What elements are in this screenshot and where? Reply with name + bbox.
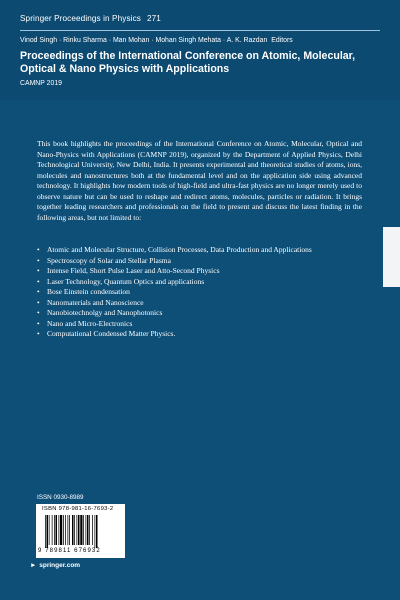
barcode-box <box>36 504 125 558</box>
topic-label: Bose Einstein condensation <box>47 287 130 296</box>
barcode-bar <box>87 515 89 545</box>
barcode-bar <box>96 515 98 548</box>
topic-label: Nanobiotechnolgy and Nanophotonics <box>47 308 163 317</box>
barcode-bar <box>54 515 55 545</box>
bullet-icon: • <box>37 297 40 307</box>
barcode-bar <box>80 515 82 545</box>
series-number: 271 <box>146 14 161 23</box>
barcode-bar <box>68 515 69 545</box>
barcode-bar <box>60 515 62 545</box>
editor-names: Vinod Singh · Rinku Sharma · Man Mohan · Mohan Singh Mehata · A. K. Razdan <box>20 37 268 44</box>
book-description: This book highlights the proceedings of the International Conference on Atomic, Molecular, Optical and Nano-Physics with Applications (CAMNP 2019), organized by the Department of Applied Physics, Delhi Technological University, New Delhi, India. It presents experimental and theoretical studies of atoms, ions, molecules and nanostructures both at the fundamental level and on the application side using advanced technology. It highlights how modern tools of high-field and ultra-fast physics are no longer merely used to observe nature but can be used to reshape and redirect atoms, molecules, particles or radiation. It brings together leading researchers and professionals on the field to present and discuss the latest finding in the following areas, but not limited to: <box>37 139 362 222</box>
topic-item <box>37 308 357 319</box>
website-label[interactable]: springer.com <box>39 562 81 569</box>
publisher-website <box>30 562 80 569</box>
barcode-bar <box>45 515 46 548</box>
topic-item <box>37 319 357 330</box>
bullet-icon: • <box>37 318 40 328</box>
topic-item <box>37 329 357 340</box>
editors-line <box>20 37 380 44</box>
barcode-bar <box>89 515 90 545</box>
topic-label: Atomic and Molecular Structure, Collision Processes, Data Production and Applications <box>47 245 312 254</box>
topic-item <box>37 277 357 288</box>
barcode-bar <box>83 515 84 545</box>
topic-list <box>37 245 357 340</box>
barcode-bar <box>63 515 64 545</box>
topic-item <box>37 287 357 298</box>
book-title-line-1: Proceedings of the International Conference on Atomic, Molecular, <box>20 50 356 62</box>
barcode-bar <box>78 515 80 545</box>
barcode-bar <box>65 515 66 545</box>
topic-item <box>37 298 357 309</box>
isbn-label: ISBN 978-981-16-7693-2 <box>42 506 114 512</box>
barcode-bar <box>74 515 75 545</box>
barcode-bar <box>52 515 53 545</box>
conference-label: CAMNP 2019 <box>20 80 63 87</box>
bullet-icon: • <box>37 287 40 296</box>
bullet-icon: • <box>37 255 40 265</box>
topic-item <box>37 245 357 256</box>
topic-item <box>37 266 357 277</box>
book-title-line-2: Optical & Nano Physics with Applications <box>20 62 230 75</box>
barcode-bar <box>86 515 87 545</box>
bullet-icon: • <box>37 266 40 275</box>
topic-item <box>37 256 357 267</box>
barcode-bar <box>47 515 49 548</box>
barcode-bar <box>59 515 60 545</box>
bullet-icon: • <box>37 329 40 338</box>
topic-label: Nanomaterials and Nanoscience <box>47 297 144 307</box>
barcode-bar <box>56 515 58 545</box>
barcode-bar <box>92 515 93 545</box>
topic-label: Computational Condensed Matter Physics. <box>47 329 176 338</box>
topic-label: Intense Field, Short Pulse Laser and Atto-Second Physics <box>47 266 220 275</box>
barcode-bar <box>95 515 96 548</box>
barcode-digits: 9 789811 676932 <box>38 548 101 554</box>
barcode-bar <box>69 515 70 545</box>
bullet-icon: • <box>37 276 40 286</box>
book-title <box>20 50 380 75</box>
topic-label: Spectroscopy of Solar and Stellar Plasma <box>47 255 171 265</box>
barcode-bar <box>77 515 78 545</box>
topic-label: Laser Technology, Quantum Optics and applications <box>47 276 205 286</box>
divider <box>20 30 380 31</box>
bullet-icon: • <box>37 245 40 254</box>
barcode-bar <box>72 515 74 545</box>
topic-label: Nano and Micro-Electronics <box>47 318 133 328</box>
series-line <box>20 14 161 23</box>
bullet-icon: • <box>37 308 40 317</box>
series-name: Springer Proceedings in Physics <box>20 14 141 23</box>
barcode-bar <box>49 515 50 545</box>
barcode-image <box>45 515 117 548</box>
editors-role: Editors <box>271 37 293 44</box>
arrow-icon: ► <box>30 562 37 569</box>
side-tab <box>383 227 400 287</box>
issn: ISSN 0930-8989 <box>37 494 84 501</box>
